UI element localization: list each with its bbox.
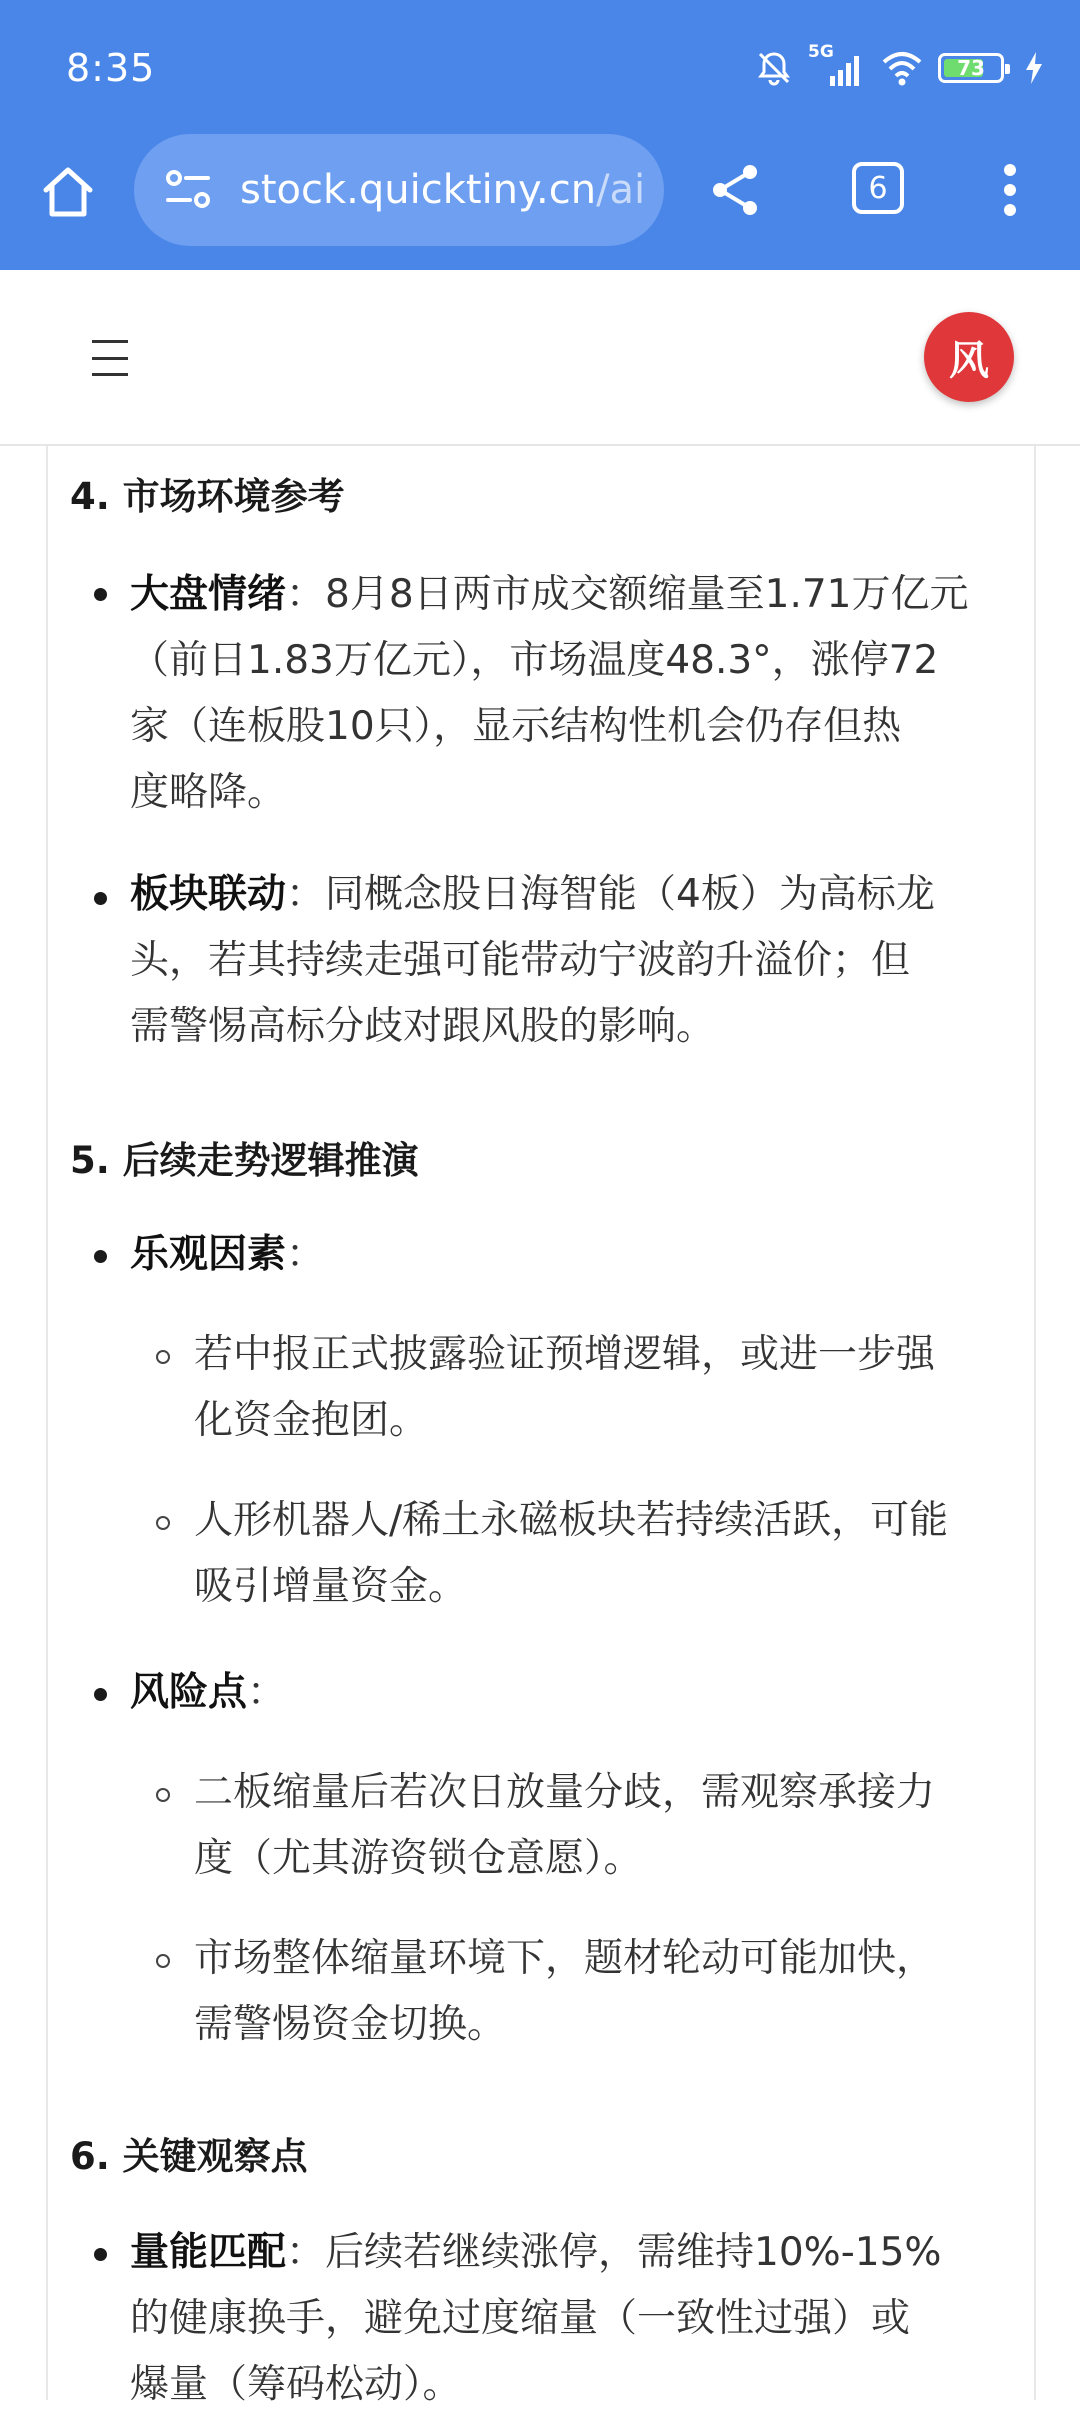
page-header xyxy=(0,270,1080,446)
paragraph-line: 度略降。 xyxy=(130,770,287,815)
status-bar xyxy=(0,0,1080,130)
battery-percent: 73 xyxy=(957,56,985,80)
more-vert-dot xyxy=(1004,184,1016,196)
paragraph-line: 爆量（筹码松动）。 xyxy=(130,2362,462,2407)
bullet-dot xyxy=(94,588,107,601)
paragraph-line: （前日1.83万亿元），市场温度48.3°，涨停72 xyxy=(130,638,939,683)
clock: 8:35 xyxy=(66,46,156,90)
status-icons xyxy=(754,42,1044,94)
paragraph-line: 若中报正式披露验证预增逻辑，或进一步强 xyxy=(194,1332,936,1377)
sub-bullet-dot xyxy=(156,1788,170,1802)
section-heading: 5. 后续走势逻辑推演 xyxy=(70,1139,419,1182)
battery-cap xyxy=(1005,64,1010,74)
paragraph-line: 市场整体缩量环境下，题材轮动可能加快， xyxy=(194,1936,936,1981)
avatar[interactable]: 风 xyxy=(924,312,1014,402)
bullet-dot xyxy=(94,1688,107,1701)
hamburger-menu-icon[interactable] xyxy=(92,340,132,376)
paragraph-line: 大盘情绪：8月8日两市成交额缩量至1.71万亿元 xyxy=(130,572,969,617)
browser-toolbar xyxy=(0,130,1080,270)
paragraph-line: 乐观因素： xyxy=(130,1232,326,1277)
paragraph-line: 人形机器人/稀土永磁板块若持续活跃，可能 xyxy=(194,1498,949,1543)
site-settings-button[interactable] xyxy=(158,160,218,220)
home-button[interactable] xyxy=(36,160,100,224)
share-button[interactable] xyxy=(704,158,768,222)
paragraph-line: 家（连板股10只），显示结构性机会仍存但热 xyxy=(130,704,902,749)
url-path: /ai xyxy=(596,167,646,213)
bullet-label: 量能匹配 xyxy=(130,2230,287,2275)
site-settings-icon xyxy=(164,168,212,212)
paragraph-line: 度（尤其游资锁仓意愿）。 xyxy=(194,1836,643,1881)
sub-bullet-dot xyxy=(156,1350,170,1364)
bullet-dot xyxy=(94,2248,107,2261)
section-heading: 4. 市场环境参考 xyxy=(70,475,345,518)
paragraph-line: 风险点： xyxy=(130,1670,287,1715)
paragraph-line: 二板缩量后若次日放量分歧，需观察承接力 xyxy=(194,1770,936,1815)
more-menu-button[interactable] xyxy=(990,158,1030,222)
paragraph-line: 吸引增量资金。 xyxy=(194,1564,468,1609)
paragraph-line: 的健康换手，避免过度缩量（一致性过强）或 xyxy=(130,2296,911,2341)
paragraph-line: 需警惕资金切换。 xyxy=(194,2002,507,2047)
address-bar[interactable] xyxy=(134,134,664,246)
url-text[interactable] xyxy=(240,167,645,213)
paragraph-line: 头，若其持续走强可能带动宁波韵升溢价；但 xyxy=(130,938,911,983)
bullet-dot xyxy=(94,1250,107,1263)
bullet-label: 大盘情绪 xyxy=(130,572,287,617)
network-label: 5G xyxy=(808,42,834,62)
charging-icon xyxy=(1024,52,1044,84)
bullet-label: 乐观因素 xyxy=(130,1232,287,1277)
home-icon xyxy=(40,164,96,220)
bullet-dot xyxy=(94,892,107,905)
signal-icon xyxy=(808,42,866,88)
sub-bullet-dot xyxy=(156,1954,170,1968)
sub-bullet-dot xyxy=(156,1516,170,1530)
battery-icon xyxy=(938,53,1004,83)
paragraph-line: 化资金抱团。 xyxy=(194,1398,429,1443)
paragraph-line: 板块联动：同概念股日海智能（4板）为高标龙 xyxy=(130,872,935,917)
section-heading: 6. 关键观察点 xyxy=(70,2135,308,2178)
more-vert-dot xyxy=(1004,204,1016,216)
bell-off-icon xyxy=(754,48,794,88)
paragraph-line: 量能匹配：后续若继续涨停，需维持10%-15% xyxy=(130,2230,942,2275)
paragraph-line: 需警惕高标分歧对跟风股的影响。 xyxy=(130,1004,716,1049)
more-vert-icon xyxy=(1004,164,1016,176)
tab-switcher-button[interactable] xyxy=(852,162,904,214)
url-domain: stock.quicktiny.cn xyxy=(240,167,597,213)
wifi-icon xyxy=(880,48,924,88)
tab-count: 6 xyxy=(868,170,888,206)
share-icon xyxy=(708,162,764,218)
bullet-label: 板块联动 xyxy=(130,872,287,917)
bullet-label: 风险点 xyxy=(130,1670,248,1715)
